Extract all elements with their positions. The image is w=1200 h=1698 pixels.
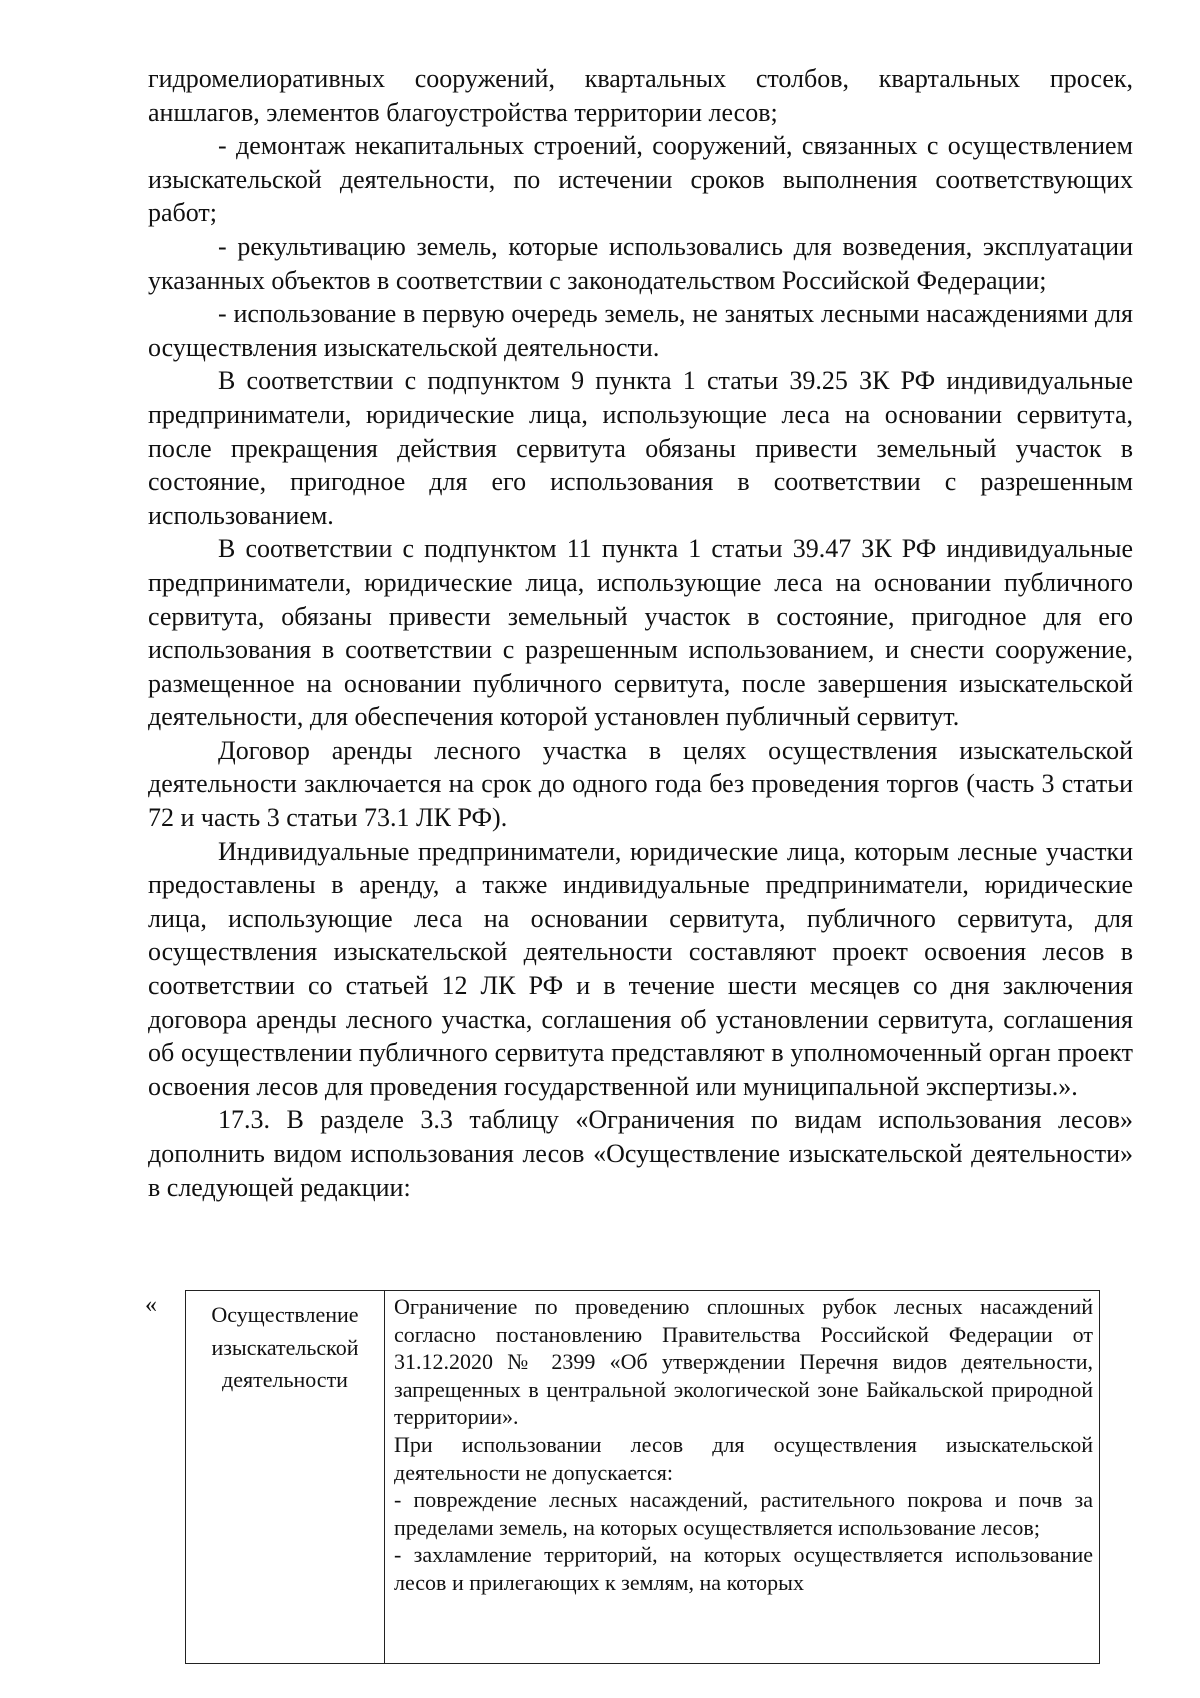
bullet-recultivation: - рекультивацию земель, которые использовались для возведения, эксплуатации указанных объектов в соответствии с законодательством Российской Федерации; — [148, 231, 1133, 295]
restriction-littering: - захламление территорий, на которых осуществляется использование лесов и прилегающих к землям, на которых — [394, 1542, 1093, 1595]
restrictions-cell — [385, 1291, 1100, 1664]
opening-quote-mark: « — [145, 1292, 157, 1318]
paragraph-continuation: гидромелиоративных сооружений, квартальных столбов, квартальных просек, аншлагов, элементов благоустройства территории лесов; — [148, 64, 1133, 127]
restrictions-table — [185, 1290, 1100, 1664]
use-type-cell — [186, 1291, 385, 1664]
use-type-label: Осуществление изыскательской деятельности — [211, 1302, 359, 1392]
restriction-intro: При использовании лесов для осуществления изыскательской деятельности не допускается: — [394, 1431, 1093, 1485]
paragraph-forest-project: Индивидуальные предприниматели, юридические лица, которым лесные участки предоставлены в аренду, а также индивидуальные предприниматели, юридические лица, использующие леса на основании сервитута, публичного сервитута, для осуществления изыскательской деятельности составляют проект освоения лесов в соответствии со статьей 12 ЛК РФ и в течение шести месяцев со дня заключения договора аренды лесного участка, соглашения об установлении сервитута, соглашения об осуществлении публичного сервитута представляют в уполномоченный орган проект освоения лесов для проведения государственной или муниципальной экспертизы.». — [148, 836, 1133, 1101]
paragraph-section-17-3: 17.3. В разделе 3.3 таблицу «Ограничения по видам использования лесов» дополнить видом использования лесов «Осуществление изыскательской деятельности» в следующей редакции: — [148, 1105, 1133, 1202]
restrictions-text — [385, 1291, 1099, 1663]
paragraph-servitude: В соответствии с подпунктом 9 пункта 1 статьи 39.25 ЗК РФ индивидуальные предприниматели, юридические лица, использующие леса на основании сервитута, после прекращения действия сервитута обязаны привести земельный участок в состояние, пригодное для его использования в соответствии с разрешенным использованием. — [148, 366, 1133, 530]
bullet-land-use: - использование в первую очередь земель, не занятых лесными насаждениями для осуществления изыскательской деятельности. — [148, 299, 1133, 362]
document-body — [148, 62, 1133, 1204]
table-row — [186, 1291, 1100, 1664]
paragraph-lease-agreement: Договор аренды лесного участка в целях осуществления изыскательской деятельности заключается на срок до одного года без проведения торгов (часть 3 статьи 72 и часть 3 статьи 73.1 ЛК РФ). — [148, 735, 1133, 833]
restriction-clear-cutting: Ограничение по проведению сплошных рубок лесных насаждений согласно постановлению Правительства Российской Федерации от 31.12.2020 № 2399 «Об утверждении Перечня видов деятельности, запрещенных в центральной экологической зоне Байкальской природной территории». — [394, 1294, 1093, 1430]
restriction-damage: - повреждение лесных насаждений, растительного покрова и почв за пределами земель, на которых осуществляется использование лесов; — [394, 1487, 1093, 1540]
bullet-dismantling: - демонтаж некапитальных строений, сооружений, связанных с осуществлением изыскательской деятельности, по истечении сроков выполнения соответствующих работ; — [148, 131, 1133, 228]
paragraph-public-servitude: В соответствии с подпунктом 11 пункта 1 статьи 39.47 ЗК РФ индивидуальные предприниматели, юридические лица, использующие леса на основании публичного сервитута, обязаны привести земельный участок в состояние, пригодное для его использования в соответствии с разрешенным использованием, и снести сооружение, размещенное на основании публичного сервитута, после завершения изыскательской деятельности, для обеспечения которой установлен публичный сервитут. — [148, 534, 1133, 732]
